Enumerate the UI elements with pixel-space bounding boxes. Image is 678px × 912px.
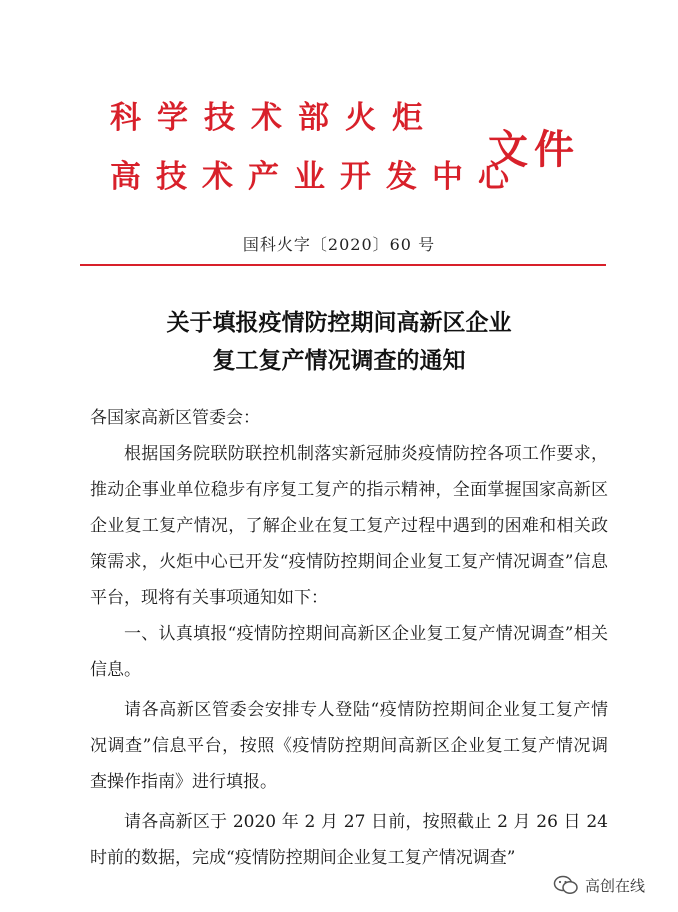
salutation: 各国家高新区管委会： xyxy=(90,408,260,428)
issuer-name-line2: 高技术产业开发中心 xyxy=(110,159,524,195)
red-divider-line xyxy=(80,264,606,266)
watermark-label: 高创在线 xyxy=(585,876,646,895)
issuer-name-line1: 科学技术部火炬 xyxy=(110,100,439,136)
wechat-watermark xyxy=(553,874,645,896)
body-paragraph: 请各高新区管委会安排专人登陆“疫情防控期间企业复工复产情况调查”信息平台，按照《疫情防控期间高新区企业复工复产情况调查操作指南》进行填报。 xyxy=(90,700,608,792)
body-paragraph: 一、认真填报“疫情防控期间高新区企业复工复产情况调查”相关信息。 xyxy=(90,624,608,680)
wechat-icon xyxy=(553,875,579,895)
notice-title-line2: 复工复产情况调查的通知 xyxy=(212,347,466,374)
document-type-label: 文件 xyxy=(488,126,580,173)
body-paragraph: 根据国务院联防联控机制落实新冠肺炎疫情防控各项工作要求，推动企事业单位稳步有序复工复产的指示精神，全面掌握国家高新区企业复工复产情况，了解企业在复工复产过程中遇到的困难和相关政策需求，火炬中心已开发“疫情防控期间企业复工复产情况调查”信息平台，现将有关事项通知如下： xyxy=(90,444,608,608)
notice-title-line1: 关于填报疫情防控期间高新区企业 xyxy=(166,309,512,336)
document-number: 国科火字〔2020〕60 号 xyxy=(242,235,436,254)
body-paragraph: 请各高新区于 2020 年 2 月 27 日前，按照截止 2 月 26 日 24 时前的数据，完成“疫情防控期间企业复工复产情况调查” xyxy=(90,812,608,868)
notice-body xyxy=(90,400,608,876)
